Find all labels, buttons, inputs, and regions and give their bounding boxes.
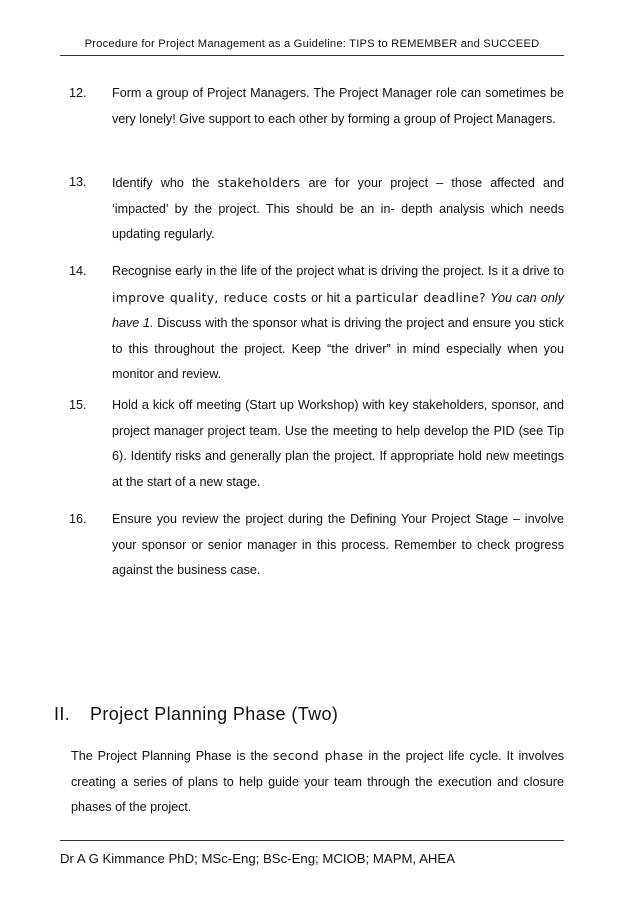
tip-text-part: Identify who the (112, 176, 218, 190)
emphasis-second-phase: second phase (272, 748, 364, 763)
tip-16 (69, 507, 564, 584)
italic-note: You can only have 1. (112, 290, 564, 330)
tip-text-part: Recognise early in the life of the project what is driving the project. Is it a drive to (112, 264, 564, 278)
tip-text-part: are for your project – those affected and ‘impacted’ by the project. This should be an in- depth analysis which needs updating regularly. (112, 176, 564, 241)
running-header: Procedure for Project Management as a Guideline: TIPS to REMEMBER and SUCCEED (60, 38, 564, 56)
section-numeral: II. (54, 704, 71, 724)
tip-15 (69, 393, 564, 495)
emphasis-quality-costs: improve quality, reduce costs (112, 289, 307, 305)
tip-text-part: or hit a (306, 290, 356, 305)
tip-14 (69, 259, 564, 388)
footer-divider (60, 840, 564, 841)
tip-text: Ensure you review the project during the Defining Your Project Stage – involve your sponsor or senior manager in this process. Remember to check progress against the business case. (112, 512, 564, 577)
emphasis-deadline: particular deadline? (355, 289, 486, 305)
tip-text: Hold a kick off meeting (Start up Workshop) with key stakeholders, sponsor, and project manager project team. Use the meeting to help develop the PID (see Tip 6). Identify risks and generally plan the project. If appropriate hold new meetings at the start of a new stage. (112, 398, 564, 489)
tip-text (112, 259, 564, 388)
section-title: Project Planning Phase (Two) (90, 704, 339, 724)
emphasis-stakeholders: stakeholders (217, 175, 301, 190)
tip-text (112, 170, 564, 248)
tip-13 (69, 170, 564, 248)
section-heading (54, 704, 338, 725)
paragraph-text: in the project life cycle. It involves creating a series of plans to help guide your team through the execution and closure phases of the project. (71, 749, 565, 814)
tip-number: 15. (69, 398, 87, 412)
paragraph-text: The Project Planning Phase is the (71, 749, 273, 763)
footer-credit: Dr A G Kimmance PhD; MSc-Eng; BSc-Eng; MCIOB; MAPM, AHEA (60, 851, 455, 866)
tip-number: 13. (69, 175, 87, 189)
tip-number: 12. (69, 86, 87, 100)
tip-12 (69, 81, 564, 132)
tip-text: Form a group of Project Managers. The Project Manager role can sometimes be very lonely! Give support to each other by forming a group of Project Managers. (112, 86, 564, 126)
tip-number: 14. (69, 264, 87, 278)
tip-text-part: Discuss with the sponsor what is driving the project and ensure you stick to this throughout the project. Keep “the driver” in mind especially when you monitor and review. (112, 316, 564, 381)
tip-number: 16. (69, 512, 87, 526)
section-paragraph (71, 743, 564, 821)
